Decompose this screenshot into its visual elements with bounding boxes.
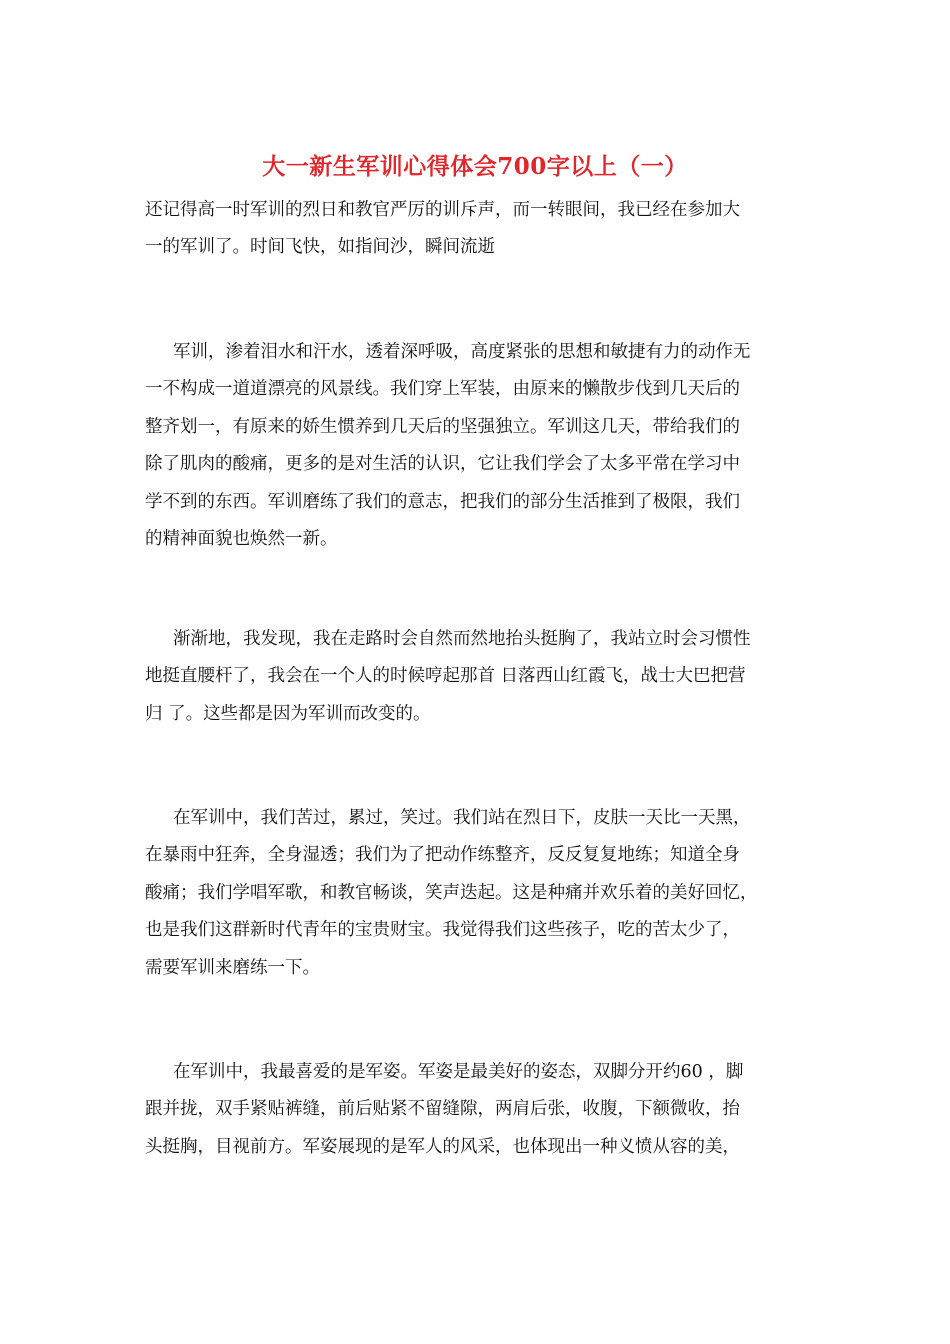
paragraph-line: 在暴雨中狂奔，全身湿透；我们为了把动作练整齐，反反复复地练；知道全身 xyxy=(145,845,740,866)
paragraph-line: 渐渐地，我发现，我在走路时会自然而然地抬头挺胸了，我站立时会习惯性 xyxy=(173,629,751,649)
document-title: 大一新生军训心得体会700字以上（一） xyxy=(262,153,688,180)
paragraph-line: 除了肌肉的酸痛，更多的是对生活的认识，它让我们学会了太多平常在学习中 xyxy=(145,454,740,475)
paragraph-line: 整齐划一，有原来的娇生惯养到几天后的坚强独立。军训这几天，带给我们的 xyxy=(145,416,740,437)
paragraph-line: 需要军训来磨练一下。 xyxy=(145,957,320,978)
paragraph-line: 一不构成一道道漂亮的风景线。我们穿上军装，由原来的懒散步伐到几天后的 xyxy=(145,379,740,400)
paragraph-line: 学不到的东西。军训磨练了我们的意志，把我们的部分生活推到了极限，我们 xyxy=(145,491,740,512)
paragraph-2 xyxy=(145,621,810,733)
paragraph-line: 的精神面貌也焕然一新。 xyxy=(145,529,338,550)
paragraph-line: 地挺直腰杆了，我会在一个人的时候哼起那首 日落西山红霞飞，战士大巴把营 xyxy=(145,666,746,687)
paragraph-3 xyxy=(145,800,810,987)
intro-line: 一的军训了。时间飞快，如指间沙，瞬间流逝 xyxy=(145,237,495,258)
paragraph-line: 归 了。这些都是因为军训而改变的。 xyxy=(145,703,431,724)
paragraph-line: 在军训中，我最喜爱的是军姿。军姿是最美好的姿态，双脚分开约60 ，脚 xyxy=(173,1062,744,1082)
paragraph-line: 头挺胸，目视前方。军姿展现的是军人的风采，也体现出一种义愤从容的美， xyxy=(145,1136,740,1157)
paragraph-1 xyxy=(145,334,810,558)
paragraph-line: 跟并拢，双手紧贴裤缝，前后贴紧不留缝隙，两肩后张，收腹，下额微收，抬 xyxy=(145,1099,740,1120)
paragraph-4 xyxy=(145,1054,810,1166)
intro-line: 还记得高一时军训的烈日和教官严厉的训斥声，而一转眼间，我已经在参加大 xyxy=(145,200,740,220)
paragraph-line: 酸痛；我们学唱军歌，和教官畅谈，笑声迭起。这是种痛并欢乐着的美好回忆， xyxy=(145,882,758,903)
paragraph-line: 在军训中，我们苦过，累过，笑过。我们站在烈日下，皮肤一天比一天黑， xyxy=(173,808,751,828)
intro-paragraph xyxy=(145,192,810,267)
paragraph-line: 也是我们这群新时代青年的宝贵财宝。我觉得我们这些孩子，吃的苦太少了， xyxy=(145,920,740,941)
paragraph-line: 军训，渗着泪水和汗水，透着深呼吸，高度紧张的思想和敏捷有力的动作无 xyxy=(173,342,751,362)
